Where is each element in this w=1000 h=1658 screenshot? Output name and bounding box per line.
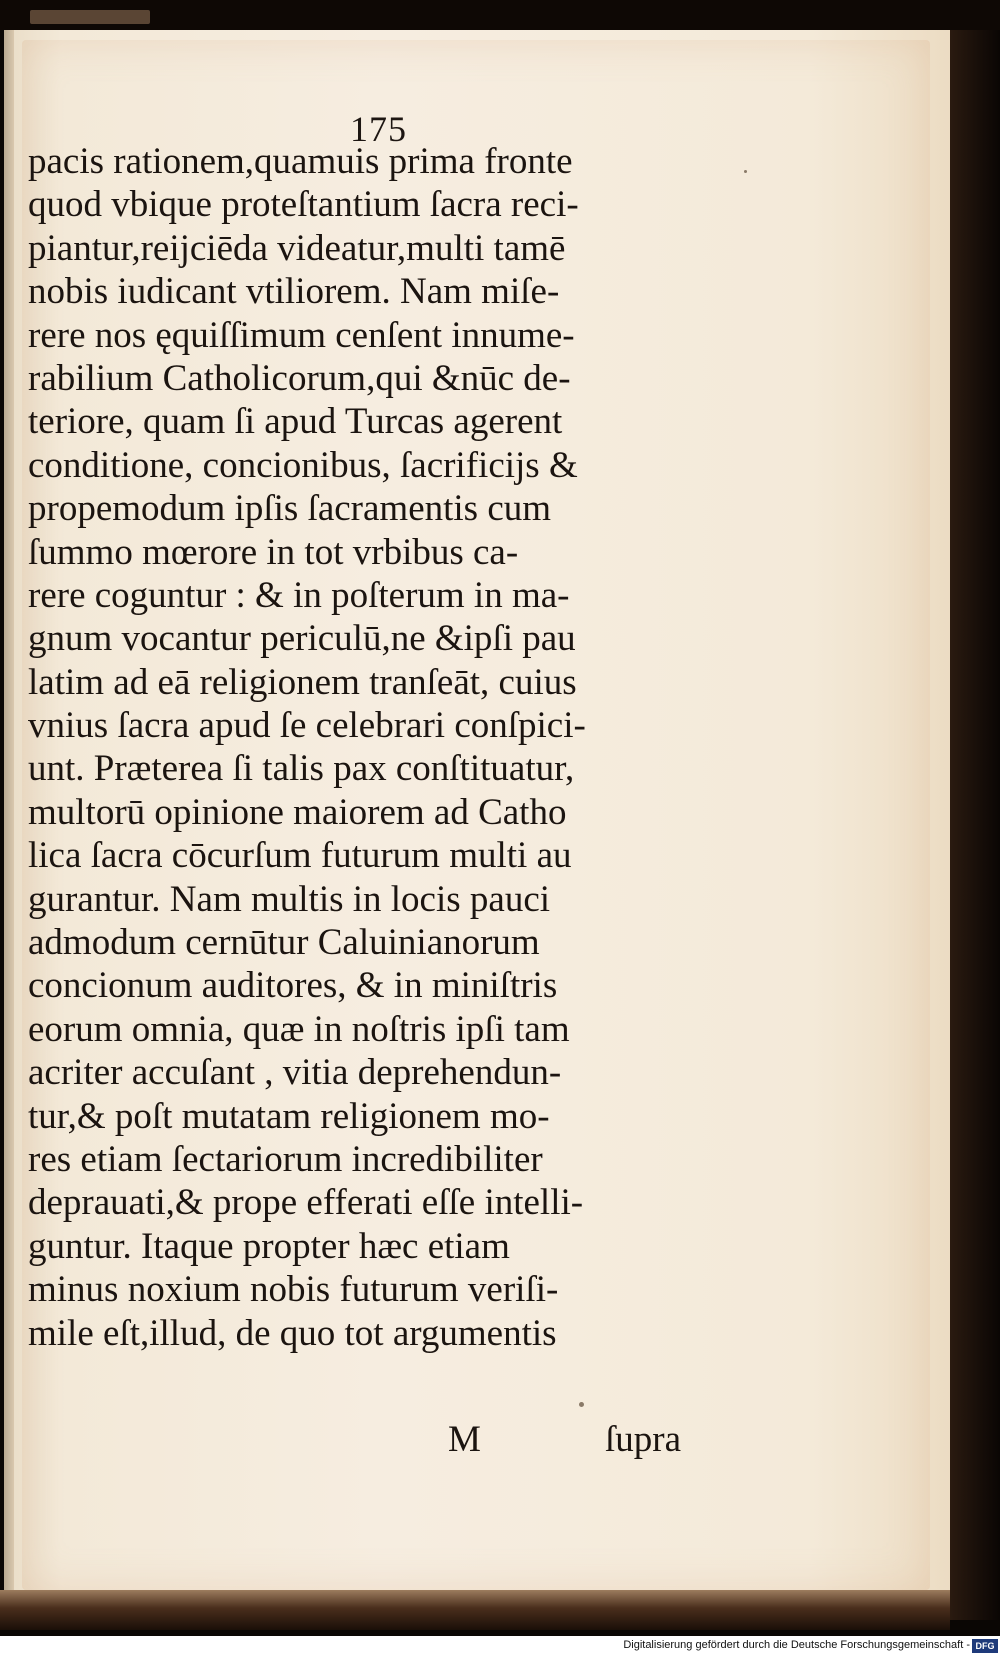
text-line: propemodum ipſis ſacramentis cum bbox=[28, 488, 552, 530]
top-border bbox=[0, 0, 1000, 30]
text-line: teriore, quam ſi apud Turcas agerent bbox=[28, 401, 563, 443]
signature-mark: M bbox=[448, 1419, 481, 1460]
text-line: quod vbique proteſtantium ſacra reci- bbox=[28, 184, 579, 226]
page-number: 175 bbox=[350, 109, 407, 149]
text-line: rere nos ęquiſſimum cenſent innume- bbox=[28, 314, 575, 356]
text-line: guntur. Itaque propter hæc etiam bbox=[28, 1225, 510, 1267]
text-line: rere coguntur : & in poſterum in ma- bbox=[28, 574, 570, 616]
text-line: gnum vocantur periculū,ne &ipſi pau bbox=[28, 618, 576, 660]
footer-bar bbox=[0, 1636, 1000, 1658]
text-line: lica ſacra cōcurſum futurum multi au bbox=[28, 835, 572, 877]
text-line: rabilium Catholicorum,qui &nūc de- bbox=[28, 357, 571, 399]
text-line: tur,& poſt mutatam religionem mo- bbox=[28, 1095, 550, 1137]
text-line: latim ad eā religionem tranſeāt, cuius bbox=[28, 661, 577, 703]
text-line: unt. Præterea ſi talis pax conſtituatur, bbox=[28, 748, 575, 790]
text-line: concionum auditores, & in miniſtris bbox=[28, 965, 558, 1007]
text-line: pacis rationem,quamuis prima fronte bbox=[28, 141, 573, 182]
paper-speck bbox=[744, 170, 747, 173]
bottom-border bbox=[0, 1590, 950, 1630]
text-line: eorum omnia, quæ in noſtris ipſi tam bbox=[28, 1008, 570, 1050]
text-line: gurantur. Nam multis in locis pauci bbox=[28, 878, 551, 920]
dfg-logo: DFG bbox=[972, 1639, 998, 1653]
text-line: conditione, concionibus, ſacrificijs & bbox=[28, 444, 578, 486]
text-line: piantur,reijciēda videatur,multi tamē bbox=[28, 227, 566, 269]
text-line: nobis iudicant vtiliorem. Nam miſe- bbox=[28, 271, 560, 313]
text-line: ſummo mœrore in tot vrbibus ca- bbox=[28, 531, 519, 573]
text-line: multorū opinione maiorem ad Catho bbox=[28, 791, 567, 833]
text-line: admodum cernūtur Caluinianorum bbox=[28, 922, 540, 964]
paper-scrap bbox=[30, 10, 150, 24]
page-left-edge bbox=[4, 30, 14, 1620]
text-line: mile eſt,illud, de quo tot argumentis bbox=[28, 1312, 557, 1354]
paper-speck bbox=[579, 1402, 584, 1407]
right-shadow bbox=[950, 30, 1000, 1620]
text-line: deprauati,& prope efferati eſſe intelli- bbox=[28, 1182, 584, 1224]
footer-credit: Digitalisierung gefördert durch die Deutsche Forschungsgemeinschaft - bbox=[623, 1639, 970, 1651]
text-line: minus noxium nobis futurum veriſi- bbox=[28, 1269, 559, 1311]
text-line: vnius ſacra apud ſe celebrari conſpici- bbox=[28, 705, 586, 747]
catchword: ſupra bbox=[605, 1419, 682, 1460]
body-text bbox=[28, 140, 718, 1355]
text-line: res etiam ſectariorum incredibiliter bbox=[28, 1138, 543, 1180]
text-line: acriter accuſant , vitia deprehendun- bbox=[28, 1052, 562, 1094]
